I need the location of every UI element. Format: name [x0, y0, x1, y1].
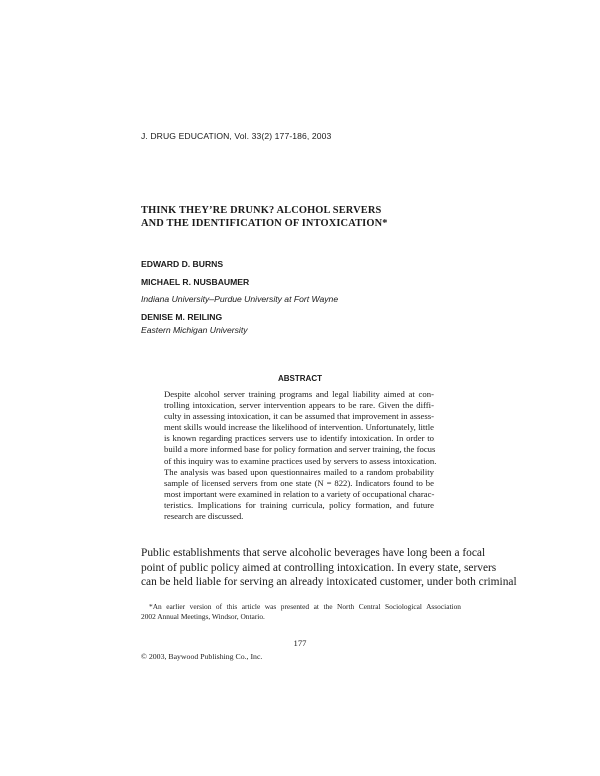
footnote-line: *An earlier version of this article was presented at the North Central Sociological Association — [149, 602, 461, 611]
author-affiliation: Indiana University–Purdue University at Fort Wayne — [141, 294, 339, 304]
abstract-line: ment skills would increase the likelihood of intervention. Unfortunately, little — [164, 422, 434, 433]
author-affiliation: Eastern Michigan University — [141, 325, 248, 335]
abstract-line: most important were examined in relation to a variety of occupational charac- — [164, 488, 435, 499]
journal-citation: J. DRUG EDUCATION, Vol. 33(2) 177-186, 2003 — [141, 131, 332, 141]
body-line: point of public policy aimed at controlling intoxication. In every state, servers — [141, 561, 497, 574]
abstract-line: The analysis was based upon questionnaires mailed to a random probability — [164, 466, 434, 477]
page-number: 177 — [293, 638, 307, 648]
title-line: AND THE IDENTIFICATION OF INTOXICATION* — [141, 218, 388, 229]
footnote — [141, 602, 461, 622]
abstract-line: Despite alcohol server training programs and legal liability aimed at con- — [164, 389, 434, 399]
abstract-line: teristics. Implications for training curricula, policy formation, and future — [164, 499, 434, 510]
article-title — [141, 204, 471, 230]
abstract-text — [164, 389, 437, 522]
body-line: can be held liable for serving an already intoxicated customer, under both criminal — [141, 576, 517, 589]
body-line: Public establishments that serve alcoholic beverages have long been a focal — [141, 547, 486, 559]
abstract-line: is known regarding practices servers use to identify intoxication. In order to — [164, 433, 434, 444]
author-name: MICHAEL R. NUSBAUMER — [141, 277, 250, 287]
copyright-notice: © 2003, Baywood Publishing Co., Inc. — [141, 652, 263, 661]
body-text — [141, 546, 517, 590]
abstract-line: of this inquiry was to examine practices used by servers to assess intoxication. — [164, 455, 437, 466]
author-name: DENISE M. REILING — [141, 312, 223, 322]
title-line: THINK THEY’RE DRUNK? ALCOHOL SERVERS — [141, 205, 382, 216]
abstract-line: sample of licensed servers from one state (N = 822). Indicators found to be — [164, 477, 434, 488]
abstract-line: build a more informed base for policy formation and server training, the focus — [164, 444, 436, 455]
abstract-heading: ABSTRACT — [278, 374, 322, 383]
author-name: EDWARD D. BURNS — [141, 259, 224, 269]
abstract-line: research are discussed. — [164, 511, 244, 522]
footnote-line: 2002 Annual Meetings, Windsor, Ontario. — [141, 612, 265, 621]
abstract-line: trolling intoxication, server intervention appears to be rare. Given the diffi- — [164, 400, 434, 411]
abstract-line: culty in assessing intoxication, it can be assumed that improvement in assess- — [164, 411, 434, 422]
